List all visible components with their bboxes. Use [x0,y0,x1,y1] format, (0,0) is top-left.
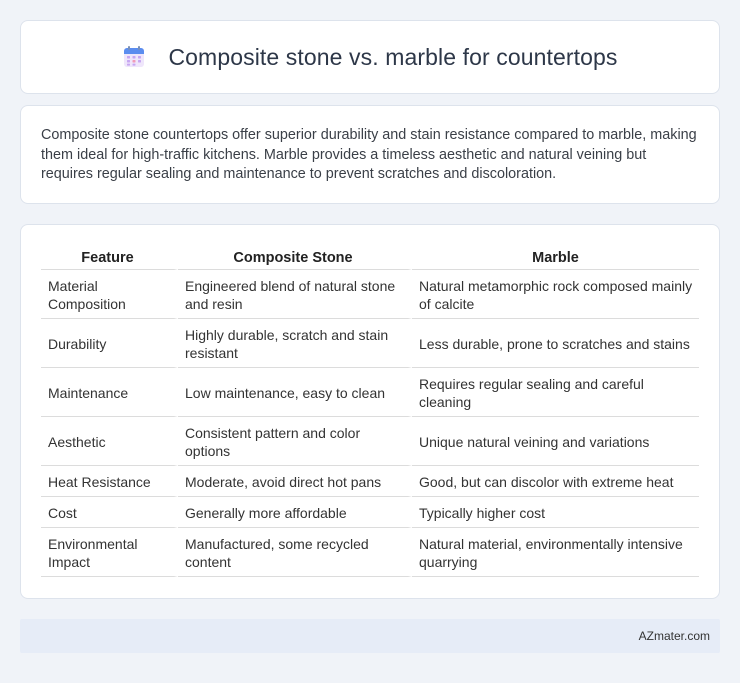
table-header-row [41,247,699,270]
feature-cell: Heat Resistance [41,466,178,497]
feature-cell: Durability [41,319,178,368]
header-marble: Marble [412,247,699,270]
title-wrap [122,44,617,71]
table-row [41,270,699,319]
summary-text: Composite stone countertops offer superior durability and stain resistance compared to marble, making them ideal for high-traffic kitchens. Marble provides a timeless aesthetic and natural veining but requires regular sealing and maintenance to prevent scratches and discoloration. [41,127,697,182]
marble-cell: Good, but can discolor with extreme heat [412,466,699,497]
table-row [41,528,699,577]
feature-cell: Maintenance [41,368,178,417]
feature-cell: Environmental Impact [41,528,178,577]
table-row [41,417,699,466]
calendar-icon [122,45,146,69]
table-row [41,466,699,497]
composite-cell: Engineered blend of natural stone and resin [178,270,412,319]
marble-cell: Less durable, prone to scratches and stains [412,319,699,368]
summary-card [20,105,720,204]
marble-cell: Requires regular sealing and careful cleaning [412,368,699,417]
composite-cell: Consistent pattern and color options [178,417,412,466]
marble-cell: Natural material, environmentally intensive quarrying [412,528,699,577]
composite-cell: Manufactured, some recycled content [178,528,412,577]
composite-cell: Generally more affordable [178,497,412,528]
header-feature: Feature [41,247,178,270]
comparison-table-card [20,224,720,599]
marble-cell: Natural metamorphic rock composed mainly of calcite [412,270,699,319]
table-row [41,497,699,528]
page-title: Composite stone vs. marble for countertops [168,43,618,70]
feature-cell: Cost [41,497,178,528]
composite-cell: Highly durable, scratch and stain resistant [178,319,412,368]
comparison-table [41,247,699,577]
footer [20,619,720,653]
table-row [41,319,699,368]
marble-cell: Unique natural veining and variations [412,417,699,466]
header-composite-stone: Composite Stone [178,247,412,270]
footer-site-link[interactable]: AZmater.com [638,629,710,643]
feature-cell: Aesthetic [41,417,178,466]
marble-cell: Typically higher cost [412,497,699,528]
header-card [20,20,720,94]
feature-cell: Material Composition [41,270,178,319]
composite-cell: Moderate, avoid direct hot pans [178,466,412,497]
composite-cell: Low maintenance, easy to clean [178,368,412,417]
table-row [41,368,699,417]
